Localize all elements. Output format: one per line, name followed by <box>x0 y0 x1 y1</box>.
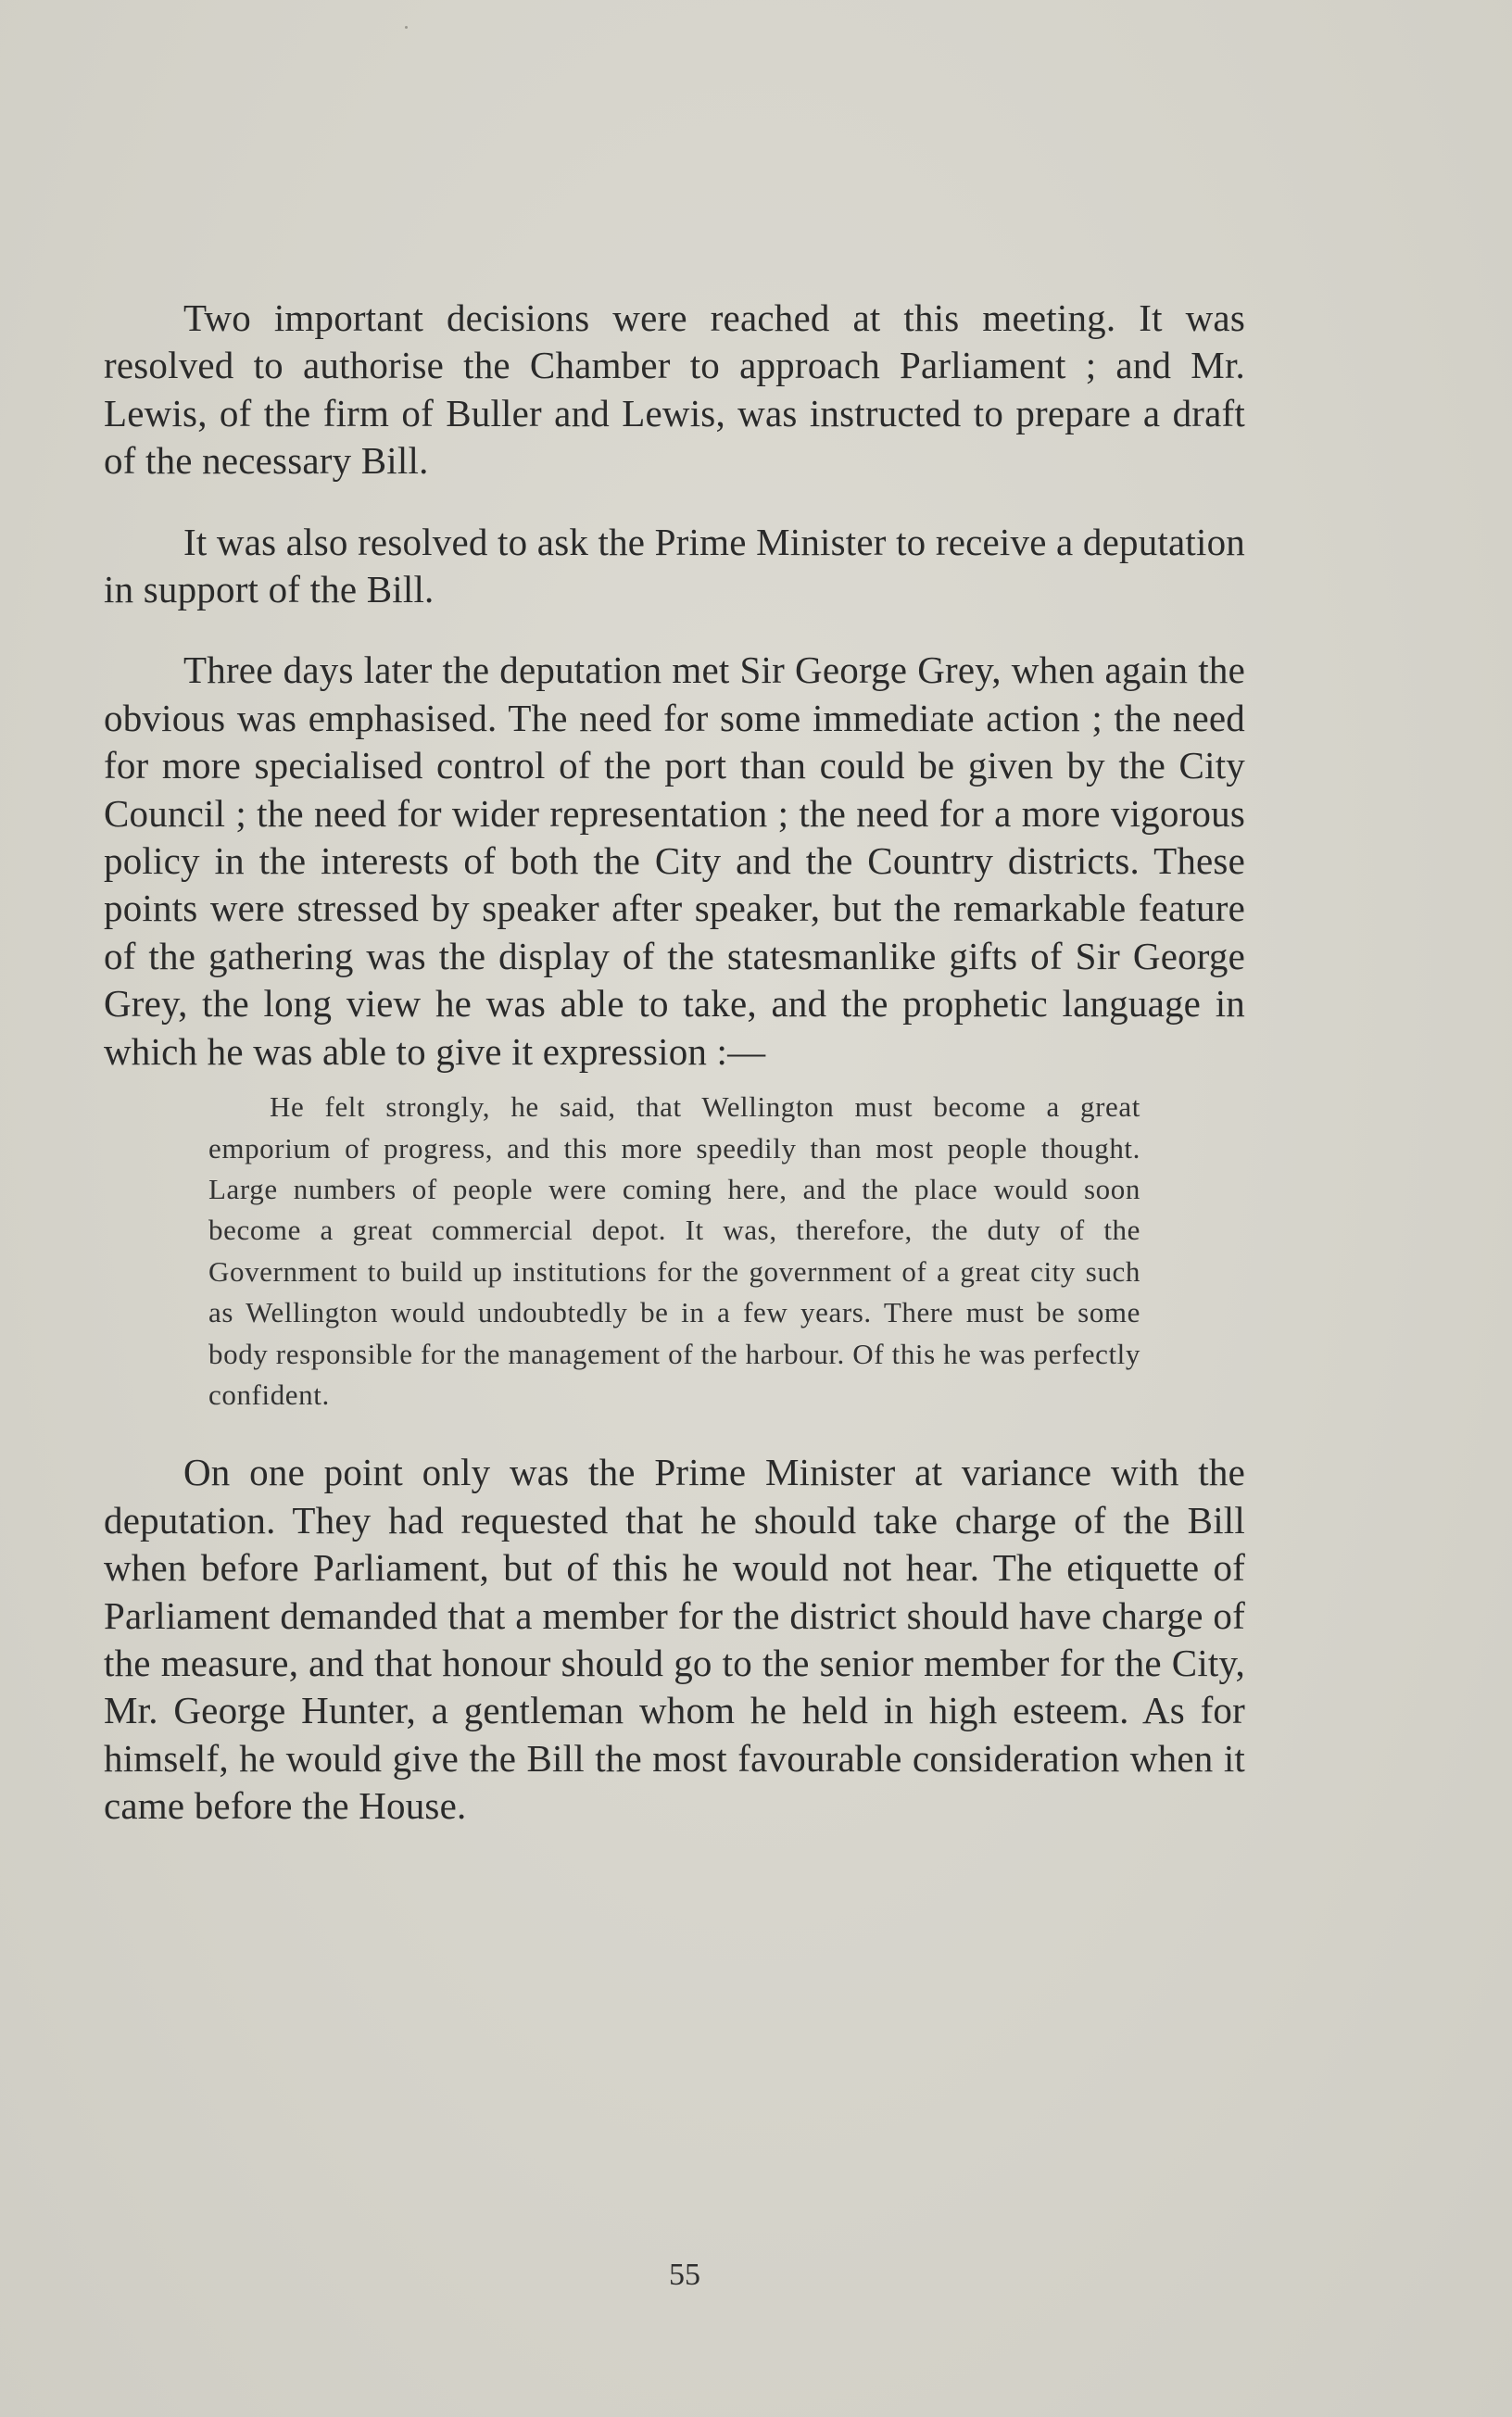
paper-speck <box>405 26 408 29</box>
block-quote: He felt strongly, he said, that Wellington must become a great emporium of progress, and this more speedily than most people thought. Large numbers of people were coming here, and the place would soon become a great commercial depot. It was, therefore, the duty of the Government to build up institutions for the government of a great city such as Wellington would undoubtedly be in a few years. There must be some body responsible for the management of the harbour. Of this he was perfectly confident. <box>208 1090 1140 1411</box>
body-text <box>104 295 1245 1831</box>
paragraph-deputation-meeting: Three days later the deputation met Sir George Grey, when again the obvious was emphasised. The need for some immediate action ; the need for more specialised control of the port than could be given by the City Council ; the need for wider representation ; the need for a more vigorous policy in the interests of both the City and the Country districts. These points were stressed by speaker after speaker, but the remarkable feature of the gathering was the display of the statesmanlike gifts of Sir George Grey, the long view he was able to take, and the prophetic language in which he was able to give it expression :— <box>104 648 1245 1073</box>
page-number: 55 <box>669 2258 700 2292</box>
paragraph-deputation-request: It was also resolved to ask the Prime Minister to receive a deputation in support of the Bill. <box>104 520 1245 611</box>
paragraph-decisions: Two important decisions were reached at this meeting. It was resolved to authorise the Chamber to approach Parliament ; and Mr. Lewis, of the firm of Buller and Lewis, was instructed to prepare a draft of the necessary Bill. <box>104 296 1245 483</box>
paragraph-prime-minister: On one point only was the Prime Minister at variance with the deputation. They had requested that he should take charge of the Bill when before Parliament, but of this he would not hear. The etiquette of Parliament demanded that a member for the district should have charge of the measure, and that honour should go to the senior member for the City, Mr. George Hunter, a gentleman whom he held in high esteem. As for himself, he would give the Bill the most favourable consideration when it came before the House. <box>104 1451 1245 1828</box>
